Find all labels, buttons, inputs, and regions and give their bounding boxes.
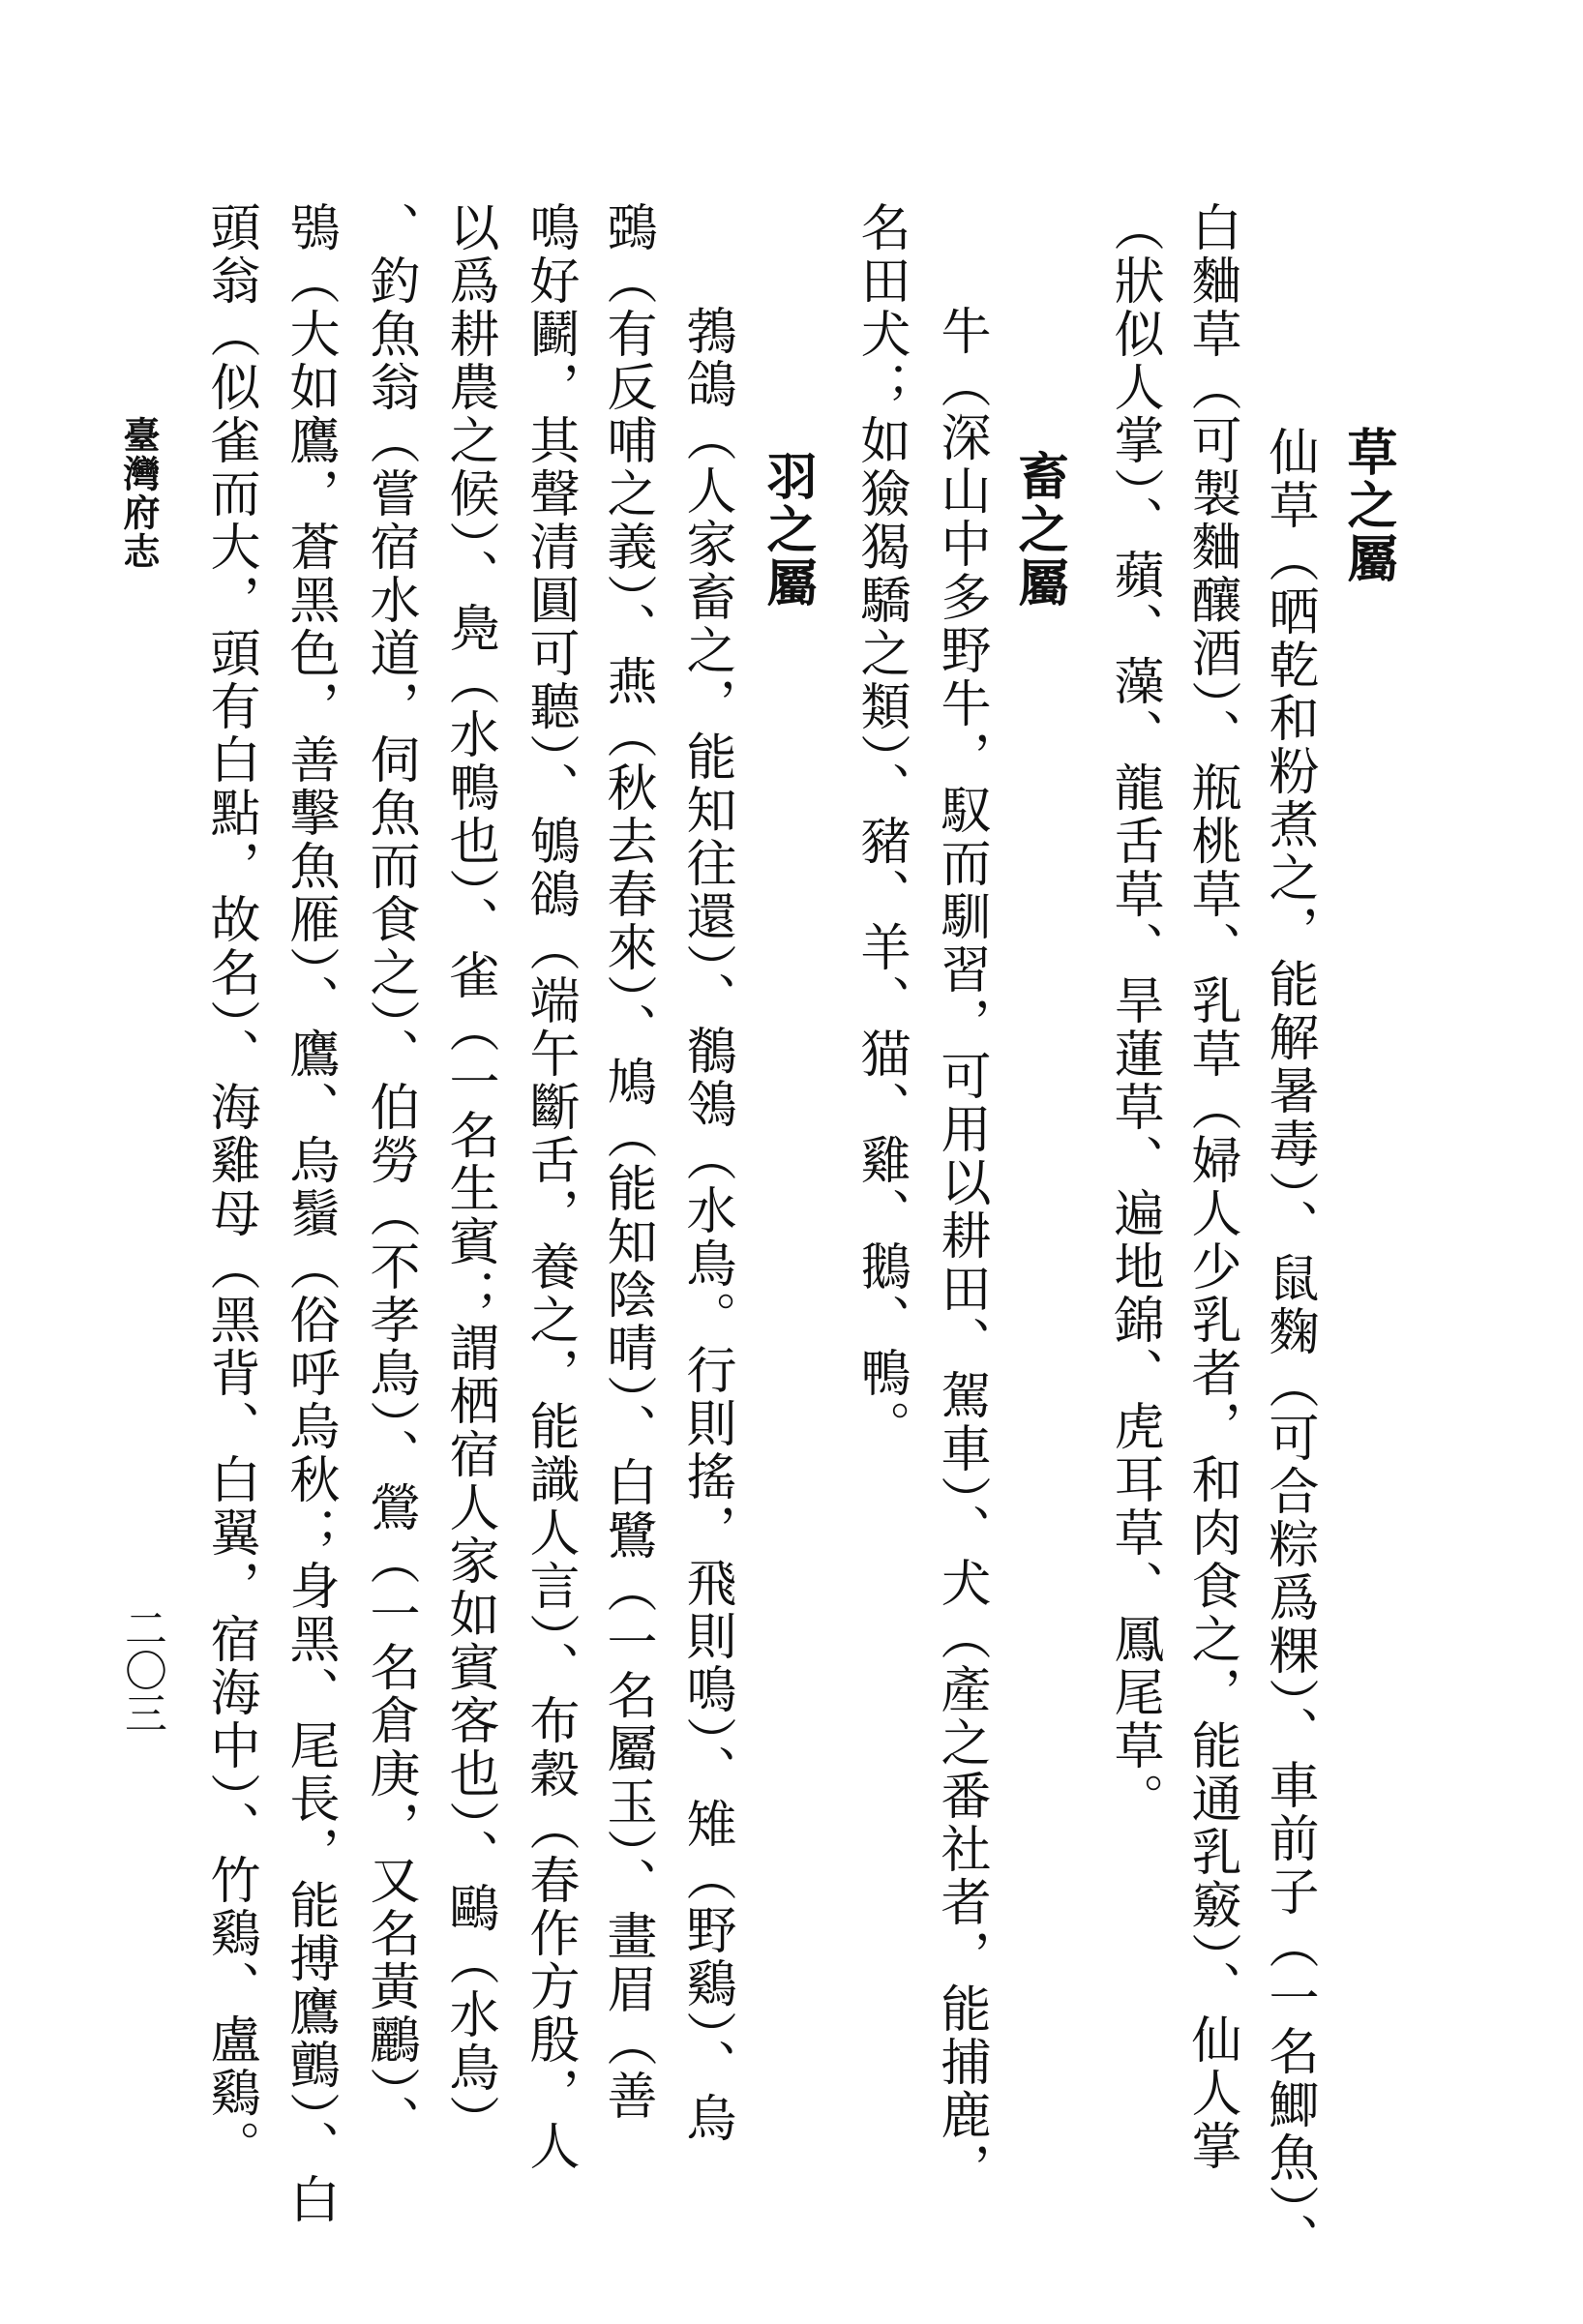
page-number: 二〇三 xyxy=(117,1606,166,1734)
text-column: 頭翁（似雀而大，頭有白點，故名）、海雞母（黑背、白翼，宿海中）、竹鷄、盧鷄。 xyxy=(201,201,259,2173)
text-column: （狀似人掌）、蘋、藻、龍舌草、旱蓮草、遍地錦、虎耳草、鳳尾草。 xyxy=(1105,201,1163,1826)
section-heading-birds: 羽之屬 xyxy=(758,450,817,610)
text-column: 以爲耕農之候）、鳧（水鴨也）、雀（一名生賓；謂栖宿人家如賓客也）、鷗（水鳥） xyxy=(440,201,498,2148)
text-column: 白麯草（可製麯釀酒）、瓶桃草、乳草（婦人少乳者，和肉食之，能通乳竅）、仙人掌 xyxy=(1182,201,1240,2173)
text-column: 名田犬；如獫猲驕之類）、豬、羊、猫、雞、鵝、鴨。 xyxy=(851,201,910,1453)
text-column: 鳴好鬬，其聲清圓可聽）、鴝鵒（端午斷舌，養之，能識人言）、布穀（春作方殷，人 xyxy=(521,201,579,2173)
text-column: 仙草（晒乾和粉煮之，能解暑毒）、鼠麴（可合粽爲粿）、車前子（一名鯽魚）、 xyxy=(1260,426,1318,2266)
section-heading-grass: 草之屬 xyxy=(1338,426,1397,585)
book-title: 臺灣府志 xyxy=(117,416,161,571)
text-column: 、釣魚翁（嘗宿水道，伺魚而食之）、伯勞（不孝鳥）、鶯（一名倉庚，又名黃鸝）、 xyxy=(361,201,419,2148)
text-column: 鴞（大如鷹，蒼黑色，善擊魚雁）、鷹、烏鬚（俗呼烏秋；身黑、尾長，能搏鷹鸇）、白 xyxy=(281,201,339,2226)
text-column: 牛（深山中多野牛，馭而馴習，可用以耕田、駕車）、犬（產之番社者，能捕鹿， xyxy=(932,305,990,2195)
text-column: 鵓鴿（人家畜之，能知往還）、鶺鴒（水鳥。行則搖，飛則鳴）、雉（野鷄）、烏 xyxy=(677,305,735,2145)
text-column: 鵶（有反哺之義）、燕（秋去春來）、鳩（能知陰晴）、白鷺（一名屬玉）、畫眉（善 xyxy=(598,201,656,2123)
section-heading-livestock: 畜之屬 xyxy=(1009,450,1068,610)
